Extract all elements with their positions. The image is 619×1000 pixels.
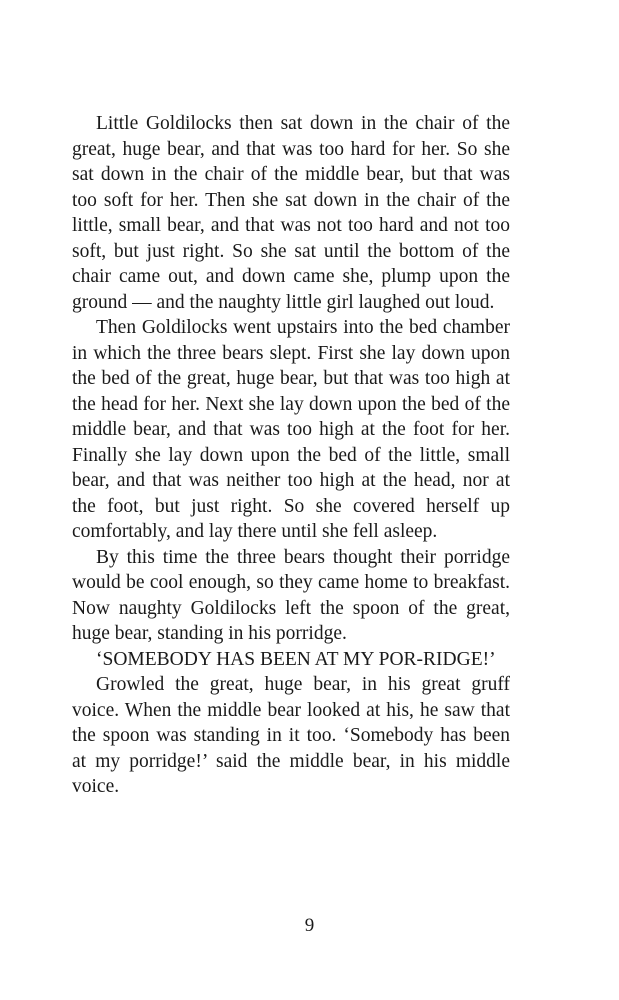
page-body: [72, 111, 510, 800]
paragraph-bears-return: By this time the three bears thought their porridge would be cool enough, so they came home to breakfast. Now naughty Goldilocks left the spoon of the great, huge bear, standing in his porridge.: [72, 546, 510, 644]
paragraph-beds: Then Goldilocks went upstairs into the bed chamber in which the three bears slept. First she lay down upon the bed of the great, huge bear, but that was too high at the head for her. Next she lay down upon the bed of the middle bear, and that was too high at the foot for her. Finally she lay down upon the bed of the little, small bear, and that was neither too high at the head, nor at the foot, but just right. So she covered herself up comfortably, and lay there until she fell asleep.: [72, 317, 510, 542]
page-number: 9: [304, 915, 315, 936]
paragraph-chairs: Little Goldilocks then sat down in the chair of the great, huge bear, and that was too hard for her. So she sat down in the chair of the middle bear, but that was too soft for her. Then she sat down in the chair of the little, small bear, and that was not too hard and not too soft, but just right. So she sat until the bottom of the chair came out, and down came she, plump upon the ground — and the naughty little girl laughed out loud.: [72, 113, 510, 313]
paragraph-growl: Growled the great, huge bear, in his great gruff voice. When the middle bear looked at his, he saw that the spoon was standing in it too. ‘Somebody has been at my porridge!’ said the middle bear, in his middle voice.: [72, 674, 510, 797]
paragraph-shout: ‘SOMEBODY HAS BEEN AT MY POR-RIDGE!’: [96, 648, 496, 670]
